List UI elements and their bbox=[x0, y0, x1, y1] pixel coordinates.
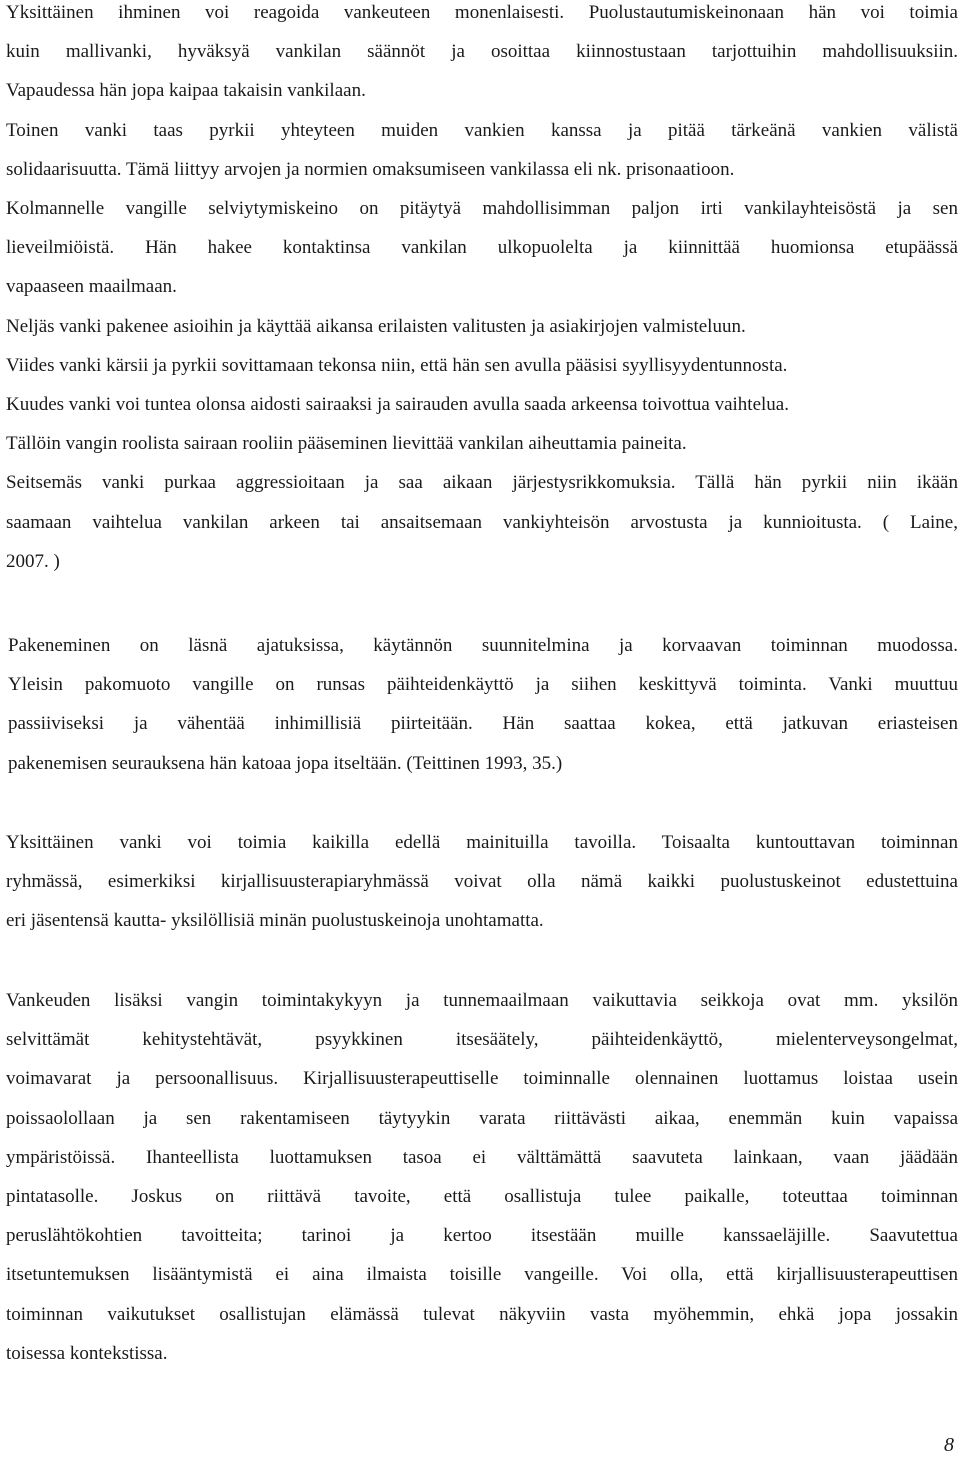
text-line: Kolmannelle vangille selviytymiskeino on pitäytyä mahdollisimman paljon irti vankilayhteisöstä ja sen bbox=[6, 198, 958, 220]
paragraph-trust bbox=[6, 981, 958, 1373]
text-line: Vapaudessa hän jopa kaipaa takaisin vankilaan. bbox=[6, 80, 366, 102]
paragraph-defense-mechanisms bbox=[6, 0, 958, 581]
text-line: Toinen vanki taas pyrkii yhteyteen muiden vankien kanssa ja pitää tärkeänä vankien välistä bbox=[6, 119, 958, 141]
text-line: pakenemisen seurauksena hän katoaa jopa itseltään. (Teittinen 1993, 35.) bbox=[8, 752, 563, 774]
text-line: eri jäsentensä kautta- yksilöllisiä minän puolustuskeinoja unohtamatta. bbox=[6, 910, 544, 932]
text-line: poissaolollaan ja sen rakentamiseen täytyykin varata riittävästi aikaa, enemmän kuin vapaissa bbox=[6, 1107, 958, 1129]
paragraph-rehabilitation-group bbox=[6, 823, 958, 941]
text-line: passiiviseksi ja vähentää inhimillisiä piirteitään. Hän saattaa kokea, että jatkuvan eriasteisen bbox=[8, 713, 958, 735]
page-number: 8 bbox=[944, 1434, 954, 1456]
text-line: Kuudes vanki voi tuntea olonsa aidosti sairaaksi ja sairauden avulla saada arkeensa toivottua vaihtelua. bbox=[6, 394, 789, 416]
text-line: Tällöin vangin roolista sairaan rooliin pääseminen lievittää vankilan aiheuttamia paineita. bbox=[6, 433, 687, 455]
text-line: solidaarisuutta. Tämä liittyy arvojen ja normien omaksumiseen vankilassa eli nk. prisonaatioon. bbox=[6, 158, 735, 180]
text-line: Pakeneminen on läsnä ajatuksissa, käytännön suunnitelmina ja korvaavan toiminnan muodossa. bbox=[8, 635, 958, 656]
text-line: 2007. ) bbox=[6, 550, 60, 572]
text-line: Yksittäinen ihminen voi reagoida vankeuteen monenlaisesti. Puolustautumiskeinonaan hän voi toimia bbox=[6, 2, 958, 23]
text-line: saamaan vaihtelua vankilan arkeen tai ansaitsemaan vankiyhteisön arvostusta ja kunnioitusta. ( Laine, bbox=[6, 511, 958, 533]
text-line: kuin mallivanki, hyväksyä vankilan säännöt ja osoittaa kiinnostustaan tarjottuihin mahdollisuuksiin. bbox=[6, 41, 958, 63]
text-line: peruslähtökohtien tavoitteita; tarinoi ja kertoo itsestään muille kanssaeläjille. Saavutettua bbox=[6, 1225, 958, 1247]
text-line: Vankeuden lisäksi vangin toimintakykyyn ja tunnemaailmaan vaikuttavia seikkoja ovat mm. yksilön bbox=[6, 990, 958, 1011]
text-line: Neljäs vanki pakenee asioihin ja käyttää aikansa erilaisten valitusten ja asiakirjojen valmisteluun. bbox=[6, 315, 746, 337]
text-line: ympäristöissä. Ihanteellista luottamuksen tasoa ei välttämättä saavuteta lainkaan, vaan jäädään bbox=[6, 1146, 958, 1168]
text-line: Seitsemäs vanki purkaa aggressioitaan ja saa aikaan järjestysrikkomuksia. Tällä hän pyrkii niin ikään bbox=[6, 472, 958, 494]
text-line: itsetuntemuksen lisääntymistä ei aina ilmaista toisille vangeille. Voi olla, että kirjallisuusterapeuttisen bbox=[6, 1264, 958, 1286]
text-line: pintatasolle. Joskus on riittävä tavoite, että osallistuja tulee paikalle, toteuttaa toiminnan bbox=[6, 1186, 958, 1208]
text-line: voimavarat ja persoonallisuus. Kirjallisuusterapeuttiselle toiminnalle olennainen luottamus loistaa usein bbox=[6, 1068, 958, 1090]
text-line: toisessa kontekstissa. bbox=[6, 1342, 168, 1364]
text-line: vapaaseen maailmaan. bbox=[6, 276, 177, 298]
text-line: ryhmässä, esimerkiksi kirjallisuusterapiaryhmässä voivat olla nämä kaikki puolustuskeinot edustettuina bbox=[6, 871, 958, 893]
text-line: lieveilmiöistä. Hän hakee kontaktinsa vankilan ulkopuolelta ja kiinnittää huomionsa etupäässä bbox=[6, 237, 958, 259]
paragraph-escape bbox=[8, 626, 958, 783]
text-line: Viides vanki kärsii ja pyrkii sovittamaan tekonsa niin, että hän sen avulla pääsisi syyllisyydentunnosta. bbox=[6, 354, 788, 376]
text-line: toiminnan vaikutukset osallistujan elämässä tulevat näkyviin vasta myöhemmin, ehkä jopa jossakin bbox=[6, 1303, 958, 1325]
text-line: Yleisin pakomuoto vangille on runsas päihteidenkäyttö ja siihen keskittyvä toiminta. Vanki muuttuu bbox=[8, 674, 958, 696]
text-line: Yksittäinen vanki voi toimia kaikilla edellä mainituilla tavoilla. Toisaalta kuntouttavan toiminnan bbox=[6, 832, 958, 853]
text-line: selvittämät kehitystehtävät, psyykkinen itsesäätely, päihteidenkäyttö, mielenterveysongelmat, bbox=[6, 1029, 958, 1051]
